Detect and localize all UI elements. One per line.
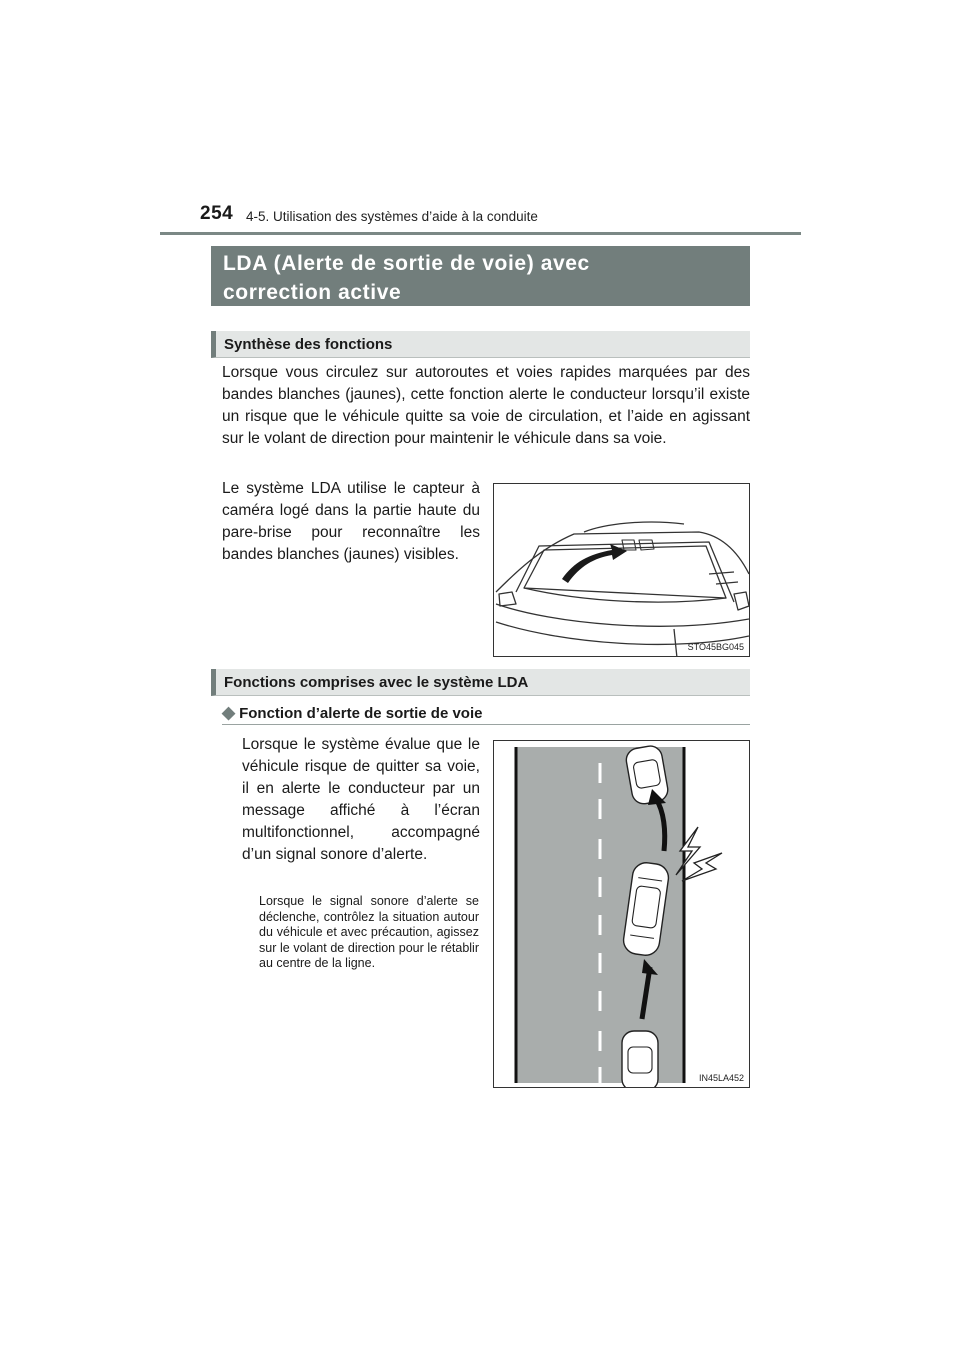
windshield-camera-figure: [493, 483, 750, 657]
figure-code: IN45LA452: [698, 1073, 744, 1083]
subheading-lane-departure: [222, 703, 482, 723]
figure-code: STO45BG045: [687, 642, 744, 652]
lane-departure-figure: [493, 740, 750, 1088]
camera-paragraph: Le système LDA utilise le capteur à caméra logé dans la partie haute du pare-brise pour reconnaître les bandes blanches (jaunes) visibles.: [222, 480, 480, 563]
page-number: 254: [200, 203, 234, 224]
lane-departure-illustration: [494, 741, 750, 1088]
subheading-rule: [222, 724, 750, 725]
page-title-line-2: correction active: [223, 281, 402, 304]
page-title-line-1: LDA (Alerte de sortie de voie) avec: [223, 252, 590, 275]
diamond-icon: ◆: [222, 703, 236, 722]
running-header: 4-5. Utilisation des systèmes d’aide à la conduite: [246, 209, 538, 224]
car-bottom: [622, 1031, 658, 1088]
section-heading-synthese: Synthèse des fonctions: [211, 331, 750, 358]
page-title: [211, 246, 750, 306]
windshield-illustration: [494, 484, 750, 657]
caution-note: Lorsque le signal sonore d’alerte se déclenche, contrôlez la situation autour du véhicule et avec précaution, agissez sur le volant de direction pour le rétablir au centre de la ligne.: [259, 894, 479, 970]
header-rule: [160, 232, 801, 235]
alert-paragraph: Lorsque le système évalue que le véhicule risque de quitter sa voie, il en alerte le conducteur par un message affiché à l’écran multifonctionnel, accompagné d’un signal sonore d’alerte.: [242, 736, 480, 863]
intro-paragraph: Lorsque vous circulez sur autoroutes et voies rapides marquées par des bandes blanches (jaunes), cette fonction alerte le conducteur lorsqu’il existe un risque que le véhicule quitte sa voie de circulation, et l’aide en agissant sur le volant de direction pour maintenir le véhicule dans sa voie.: [222, 364, 750, 447]
section-heading-fonctions: Fonctions comprises avec le système LDA: [211, 669, 750, 696]
subheading-text: Fonction d’alerte de sortie de voie: [239, 705, 483, 722]
